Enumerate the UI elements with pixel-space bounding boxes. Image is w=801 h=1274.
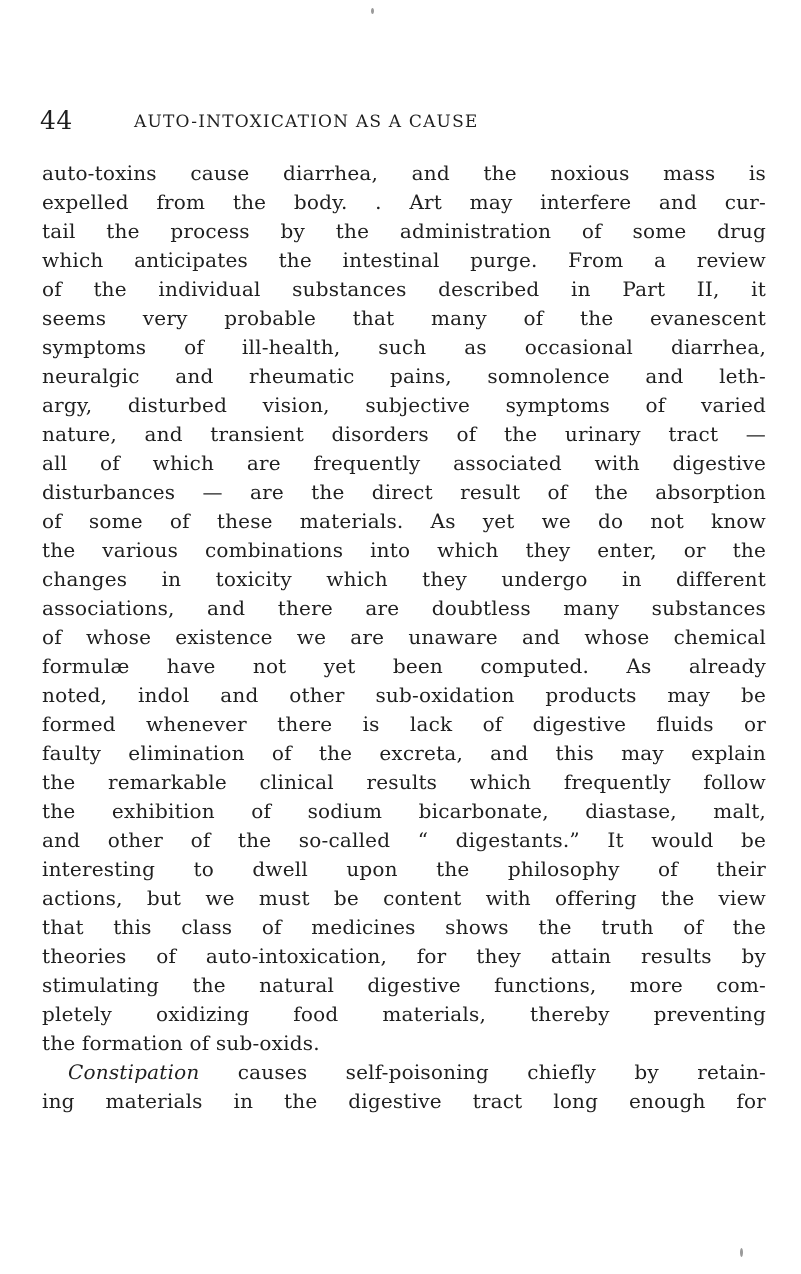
print-speck bbox=[740, 1248, 743, 1257]
text-line: ing materials in the digestive tract long enough for bbox=[42, 1089, 766, 1113]
text-line: disturbances — are the direct result of the absorption bbox=[42, 480, 766, 504]
text-line: nature, and transient disorders of the urinary tract — bbox=[42, 422, 766, 446]
text-line: changes in toxicity which they undergo in different bbox=[42, 567, 766, 591]
text-line: pletely oxidizing food materials, thereby preventing bbox=[42, 1002, 766, 1026]
text-line: the exhibition of sodium bicarbonate, diastase, malt, bbox=[42, 799, 766, 823]
text-line: and other of the so-called “ digestants.” It would be bbox=[42, 828, 766, 852]
text-line: stimulating the natural digestive functions, more com- bbox=[42, 973, 766, 997]
text-line: all of which are frequently associated with digestive bbox=[42, 451, 766, 475]
line-continuation: causes self-poisoning chiefly by retain- bbox=[199, 1060, 766, 1084]
text-line: neuralgic and rheumatic pains, somnolence and leth- bbox=[42, 364, 766, 388]
text-line: expelled from the body. . Art may interfere and cur- bbox=[42, 190, 766, 214]
text-line: formed whenever there is lack of digestive fluids or bbox=[42, 712, 766, 736]
text-line: theories of auto-intoxication, for they attain results by bbox=[42, 944, 766, 968]
text-line: the remarkable clinical results which frequently follow bbox=[42, 770, 766, 794]
text-line: interesting to dwell upon the philosophy of their bbox=[42, 857, 766, 881]
text-line: auto-toxins cause diarrhea, and the noxious mass is bbox=[42, 161, 766, 185]
text-line: argy, disturbed vision, subjective symptoms of varied bbox=[42, 393, 766, 417]
text-line: faulty elimination of the excreta, and this may explain bbox=[42, 741, 766, 765]
print-speck bbox=[371, 8, 374, 14]
text-line: actions, but we must be content with offering the view bbox=[42, 886, 766, 910]
text-line: that this class of medicines shows the truth of the bbox=[42, 915, 766, 939]
paragraph-end-line: the formation of sub-oxids. bbox=[42, 1031, 320, 1055]
text-line: associations, and there are doubtless many substances bbox=[42, 596, 766, 620]
paragraph-start-line bbox=[42, 1058, 766, 1087]
text-line: of some of these materials. As yet we do not know bbox=[42, 509, 766, 533]
text-line: tail the process by the administration of some drug bbox=[42, 219, 766, 243]
text-line: the various combinations into which they enter, or the bbox=[42, 538, 766, 562]
text-line: which anticipates the intestinal purge. From a review bbox=[42, 248, 766, 272]
body-text bbox=[42, 159, 766, 1116]
text-line: of whose existence we are unaware and whose chemical bbox=[42, 625, 766, 649]
running-head: AUTO-INTOXICATION AS A CAUSE bbox=[134, 112, 479, 132]
text-line: of the individual substances described in Part II, it bbox=[42, 277, 766, 301]
italic-term: Constipation bbox=[68, 1060, 200, 1084]
text-line: symptoms of ill-health, such as occasional diarrhea, bbox=[42, 335, 766, 359]
page-header bbox=[40, 101, 760, 141]
text-line: formulæ have not yet been computed. As already bbox=[42, 654, 766, 678]
text-line: noted, indol and other sub-oxidation products may be bbox=[42, 683, 766, 707]
page-number: 44 bbox=[40, 106, 73, 135]
text-line: seems very probable that many of the evanescent bbox=[42, 306, 766, 330]
